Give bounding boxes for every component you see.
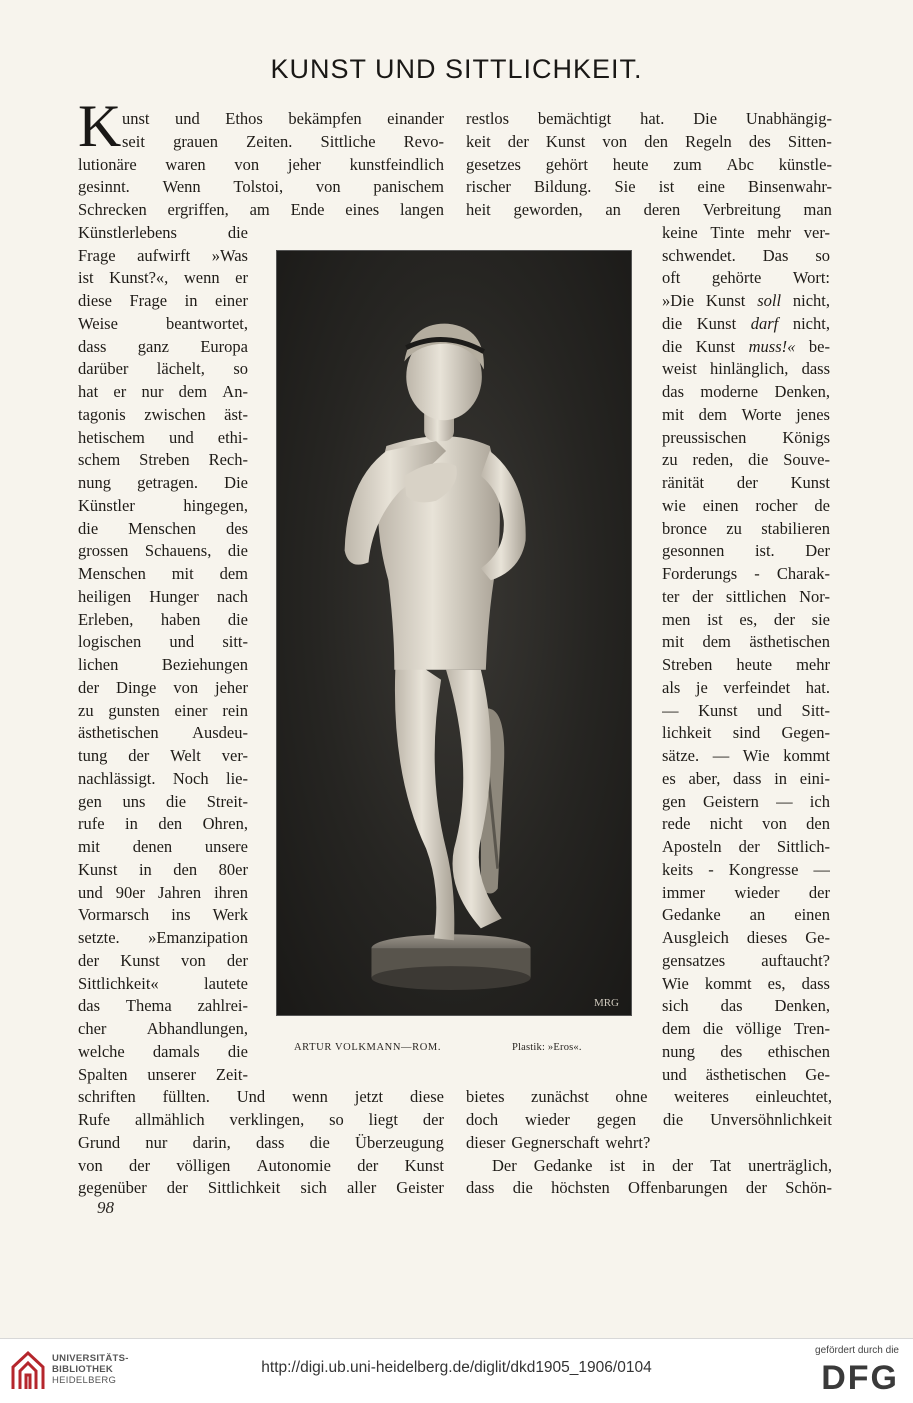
text-line: Streben heute mehr (662, 655, 830, 674)
text-line: wie einen rocher de (662, 495, 830, 515)
text-line: gesetzes gehört heute zum Abc künstle- (466, 154, 832, 174)
text-line: Gedanke an einen (662, 905, 830, 925)
text-line: dass ganz Europa (78, 336, 248, 356)
text-line: gegenüber der Sittlichkeit sich aller Geister (78, 1178, 444, 1198)
text-line: hetischem und ethi- (78, 427, 248, 447)
text-line: rischer Bildung. Sie ist eine Binsenwahr- (466, 177, 832, 197)
text-line: rufe in den Ohren, (78, 814, 248, 834)
text-line: — Kunst und Sitt- (662, 700, 830, 720)
digitization-footer (0, 1338, 913, 1403)
text-line: zu gunsten einer rein (78, 700, 248, 720)
library-name-line: BIBLIOTHEK (52, 1364, 114, 1375)
text-line: keit der Kunst von den Regeln des Sitten- (466, 131, 832, 151)
text-line: doch wieder gegen die Unversöhnlichkeit (466, 1110, 832, 1129)
text-line: die Kunst muss!« be- (662, 336, 830, 356)
text-line: immer wieder der (662, 882, 830, 902)
text-line: keine Tinte mehr ver- (662, 222, 830, 242)
text-line: Der Gedanke ist in der Tat unerträglich, (492, 1155, 832, 1175)
text-line: schwendet. Das so (662, 245, 830, 265)
text-line: Ausgleich dieses Ge- (662, 928, 830, 947)
dfg-logo: DFG (821, 1359, 899, 1397)
text-line: mit denen unsere (78, 837, 248, 856)
text-line: Aposteln der Sittlich- (662, 837, 830, 856)
text-line: men ist es, der sie (662, 609, 830, 629)
text-line: Künstler hingegen, (78, 495, 248, 515)
text-line: dass die höchsten Offenbarungen der Schön- (466, 1178, 832, 1198)
text-line: weist hinlänglich, dass (662, 359, 830, 379)
text-line: und ästhetischen Ge- (662, 1064, 830, 1084)
text-line: Erleben, haben die (78, 609, 248, 629)
text-line: ter der sittlichen Nor- (662, 586, 830, 606)
text-line: lichen Beziehungen (78, 655, 248, 674)
text-line: und 90er Jahren ihren (78, 882, 248, 902)
text-line: Spalten unserer Zeit- (78, 1064, 248, 1084)
text-line: schriften füllten. Und wenn jetzt diese (78, 1087, 444, 1107)
text-line: lutionäre waren von jeher kunstfeindlich (78, 154, 444, 174)
text-line: zu reden, die Souve- (662, 450, 830, 470)
article-title: KUNST UND SITTLICHKEIT. (270, 54, 643, 84)
text-line: Frage aufwirft »Was (78, 245, 248, 265)
text-line: keits - Kongresse — (662, 859, 830, 879)
text-line: diese Frage in einer (78, 291, 248, 310)
text-line: ästhetischen Ausdeu- (78, 723, 248, 743)
text-line: das Thema zahlrei- (78, 996, 248, 1016)
text-line: es aber, dass in eini- (662, 768, 830, 788)
sculpture-photograph (276, 250, 632, 1016)
text-line: ränität der Kunst (662, 473, 830, 492)
caption-artist: ARTUR VOLKMANN—ROM. (294, 1042, 442, 1053)
text-line: hat er nur dem An- (78, 382, 248, 401)
text-line: bronce zu stabilieren (662, 518, 830, 538)
text-line: Sittlichkeit« lautete (78, 973, 248, 993)
text-line: lichkeit sind Gegen- (662, 723, 830, 743)
text-line: setzte. »Emanzipation (78, 928, 248, 947)
text-line: unst und Ethos bekämpfen einander (122, 109, 444, 128)
text-line: mit dem Worte jenes (662, 404, 830, 424)
text-line: tung der Welt ver- (78, 746, 248, 765)
permalink-url[interactable]: http://digi.ub.uni-heidelberg.de/diglit/dkd1905_1906/0104 (261, 1359, 652, 1376)
text-line: der Kunst von der (78, 950, 248, 970)
text-line: gesonnen ist. Der (662, 541, 830, 561)
eros-statue-image (277, 251, 631, 1015)
text-line: sätze. — Wie kommt (662, 746, 830, 765)
text-line: oft gehörte Wort: (662, 268, 830, 288)
drop-cap: K (78, 93, 122, 159)
caption-work: Plastik: »Eros«. (512, 1042, 582, 1053)
text-line: tagonis zwischen äst- (78, 404, 248, 424)
text-line: heit geworden, an deren Verbreitung man (466, 200, 832, 219)
text-line: gesinnt. Wenn Tolstoi, von panischem (78, 177, 444, 197)
text-line: cher Abhandlungen, (78, 1019, 248, 1038)
text-line: welche damals die (78, 1041, 248, 1061)
text-line: nung des ethischen (662, 1041, 830, 1061)
text-line: logischen und sitt- (78, 632, 248, 652)
text-line: restlos bemächtigt hat. Die Unabhängig- (466, 109, 832, 128)
text-line: das moderne Denken, (662, 382, 830, 401)
text-line: heiligen Hunger nach (78, 586, 248, 606)
page-number: 98 (97, 1198, 114, 1217)
text-line: »Die Kunst soll nicht, (662, 291, 830, 310)
text-line: der Dinge von jeher (78, 677, 248, 697)
text-line: preussischen Königs (662, 427, 830, 447)
text-line: dem die völlige Tren- (662, 1019, 830, 1038)
text-line: nachlässigt. Noch lie- (78, 768, 248, 788)
text-line: Vormarsch ins Werk (78, 905, 248, 925)
text-line: ist Kunst?«, wenn er (78, 268, 248, 288)
text-line: seit grauen Zeiten. Sittliche Revo- (122, 131, 444, 151)
text-line: gen Geistern — ich (662, 791, 830, 811)
text-line: Menschen mit dem (78, 564, 248, 583)
text-line: Schrecken ergriffen, am Ende eines langen (78, 200, 444, 219)
text-line: schem Streben Rech- (78, 450, 248, 470)
text-line: Rufe allmählich verklingen, so liegt der (78, 1110, 444, 1129)
text-line: mit dem ästhetischen (662, 632, 830, 652)
text-line: Künstlerlebens die (78, 222, 248, 242)
text-line: als je verfeindet hat. (662, 677, 830, 697)
library-name-line: HEIDELBERG (52, 1375, 117, 1386)
text-line: Grund nur darin, dass die Überzeugung (78, 1132, 444, 1152)
text-line: die Menschen des (78, 518, 248, 538)
text-line: grossen Schauens, die (78, 541, 248, 561)
text-line: von der völligen Autonomie der Kunst (78, 1155, 444, 1175)
text-line: dieser Gegnerschaft wehrt? (466, 1132, 651, 1152)
library-name-line: UNIVERSITÄTS- (52, 1353, 129, 1364)
text-line: Weise beantwortet, (78, 313, 248, 333)
text-line: Wie kommt es, dass (662, 973, 830, 993)
text-line: Kunst in den 80er (78, 859, 248, 879)
text-line: darüber lächelt, so (78, 359, 248, 379)
text-line: sich das Denken, (662, 996, 830, 1016)
sponsor-note: gefördert durch die (815, 1345, 899, 1356)
text-line: gensatzes auftaucht? (662, 950, 830, 970)
text-line: rede nicht von den (662, 814, 830, 834)
text-line: gen uns die Streit- (78, 791, 248, 811)
text-line: Forderungs - Charak- (662, 564, 830, 583)
text-line: die Kunst darf nicht, (662, 313, 830, 333)
monogram: MRG (593, 997, 619, 1009)
text-line: nung getragen. Die (78, 473, 248, 492)
text-line: bietes zunächst ohne weiteres einleuchtet, (466, 1087, 832, 1107)
